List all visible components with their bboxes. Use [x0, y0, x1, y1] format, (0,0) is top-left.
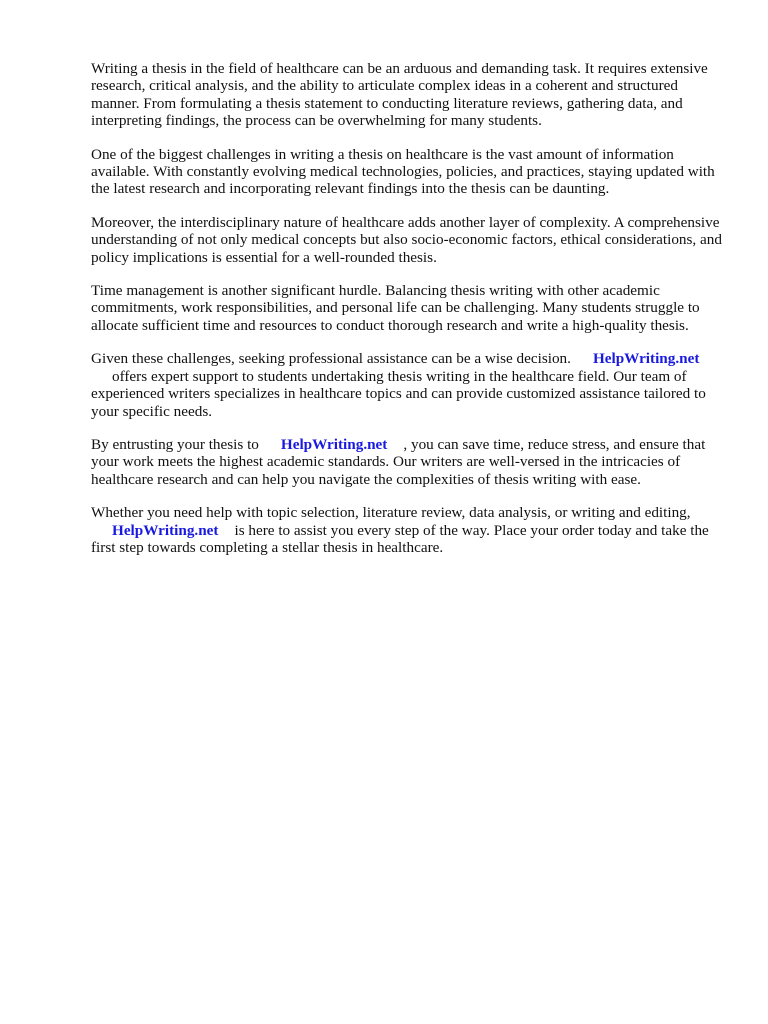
paragraph-call-to-action-text-after: is here to assist you every step of the way. Place your order today and take the first step towards completing a stellar thesis in healthcare.	[91, 521, 709, 556]
paragraph-entrusting-text-after: , you can save time, reduce stress, and ensure that your work meets the highest academic standards. Our writers are well-versed in the intricacies of healthcare research and can help you navigate the complexities of thesis writing with ease.	[91, 435, 706, 488]
paragraph-interdisciplinary-text: Moreover, the interdisciplinary nature of healthcare adds another layer of complexity. A comprehensive understanding of not only medical concepts but also socio-economic factors, ethical considerations, and policy implications is essential for a well-rounded thesis.	[91, 213, 722, 266]
paragraph-professional-assistance-text-after: offers expert support to students undertaking thesis writing in the healthcare field. Our team of experienced writers specializes in healthcare topics and can provide customized assistance tailored to your specific needs.	[91, 367, 706, 420]
paragraph-information-challenge-text: One of the biggest challenges in writing a thesis on healthcare is the vast amount of information available. With constantly evolving medical technologies, policies, and practices, staying updated with the latest research and incorporating relevant findings into the thesis can be daunting.	[91, 145, 715, 198]
paragraph-intro-text: Writing a thesis in the field of healthcare can be an arduous and demanding task. It requires extensive research, critical analysis, and the ability to articulate complex ideas in a coherent and structured manner. From formulating a thesis statement to conducting literature reviews, gathering data, and interpreting findings, the process can be overwhelming for many students.	[91, 60, 708, 130]
paragraph-call-to-action-text-before: Whether you need help with topic selection, literature review, data analysis, or writing and editing,	[91, 504, 691, 522]
paragraph-entrusting	[91, 436, 723, 488]
paragraph-professional-assistance-text-before: Given these challenges, seeking professional assistance can be a wise decision.	[91, 350, 571, 368]
paragraph-entrusting-text-before: By entrusting your thesis to	[91, 435, 259, 453]
paragraph-time-management	[91, 282, 723, 334]
helpwriting-link-3[interactable]: HelpWriting.net	[112, 521, 219, 539]
paragraph-call-to-action	[91, 504, 723, 556]
paragraph-information-challenge	[91, 146, 723, 198]
paragraph-time-management-text: Time management is another significant hurdle. Balancing thesis writing with other academic commitments, work responsibilities, and personal life can be challenging. Many students struggle to allocate sufficient time and resources to conduct thorough research and write a high-quality thesis.	[91, 282, 700, 334]
paragraph-intro	[91, 60, 723, 130]
helpwriting-link-1[interactable]: HelpWriting.net	[592, 350, 700, 368]
paragraph-interdisciplinary	[91, 214, 723, 266]
paragraph-professional-assistance	[91, 350, 723, 420]
helpwriting-link-2[interactable]: HelpWriting.net	[280, 435, 388, 453]
